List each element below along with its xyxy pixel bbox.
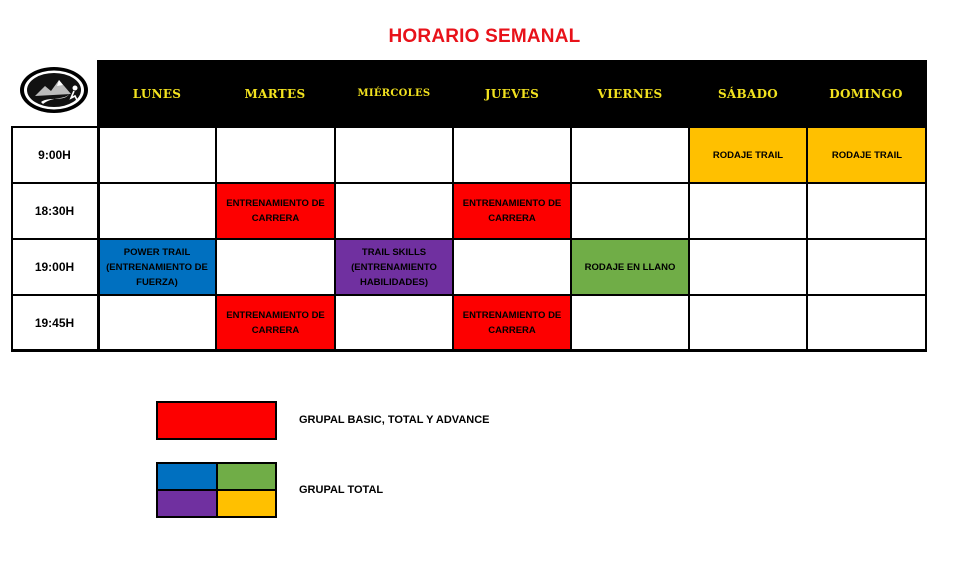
- legend-label-group1: GRUPAL BASIC, TOTAL Y ADVANCE: [299, 414, 490, 426]
- slot-viernes-1900: RODAJE EN LLANO: [571, 239, 689, 295]
- time-label-1830: 18:30H: [34, 204, 75, 218]
- slot-lunes-1900: POWER TRAIL (ENTRENAMIENTO DE FUERZA): [98, 239, 216, 295]
- time-label-0900: 9:00H: [38, 148, 71, 162]
- time-label-1900: 19:00H: [34, 260, 75, 274]
- grid-line: [11, 294, 927, 296]
- legend-label-group2: GRUPAL TOTAL: [299, 484, 384, 496]
- legend-swatch-purple: [158, 491, 216, 516]
- slot-miercoles-1900: TRAIL SKILLS (ENTRENAMIENTO HABILIDADES): [335, 239, 453, 295]
- slot-jueves-1945: ENTRENAMIENTO DE CARRERA: [453, 295, 571, 351]
- time-label-1945: 19:45H: [34, 316, 75, 330]
- grid-line: [688, 126, 690, 352]
- grid-line: [334, 126, 336, 352]
- page-title: HORARIO SEMANAL: [388, 26, 581, 47]
- legend-swatch-red: [156, 401, 277, 440]
- slot-domingo-0900: RODAJE TRAIL: [807, 127, 927, 183]
- grid-line: [97, 60, 100, 352]
- day-header-lunes: LUNES: [132, 86, 182, 101]
- slot-jueves-1830: ENTRENAMIENTO DE CARRERA: [453, 183, 571, 239]
- day-header-martes: MARTES: [244, 86, 306, 101]
- legend-swatch-multicolor: [156, 462, 277, 518]
- grid-line: [925, 60, 927, 352]
- day-header-miercoles: MIÉRCOLES: [357, 88, 431, 99]
- grid-line: [215, 126, 217, 352]
- day-header-sabado: SÁBADO: [717, 86, 779, 101]
- grid-line: [452, 126, 454, 352]
- day-header-jueves: JUEVES: [484, 86, 540, 101]
- slot-martes-1945: ENTRENAMIENTO DE CARRERA: [216, 295, 335, 351]
- legend-swatch-green: [218, 464, 275, 489]
- grid-line: [11, 126, 13, 352]
- trail-runner-logo-icon: [19, 66, 89, 114]
- grid-line: [11, 182, 927, 184]
- slot-martes-1830: ENTRENAMIENTO DE CARRERA: [216, 183, 335, 239]
- day-header-domingo: DOMINGO: [829, 86, 903, 101]
- day-header-viernes: VIERNES: [597, 86, 663, 101]
- grid-line: [806, 126, 808, 352]
- legend-swatch-blue: [158, 464, 216, 489]
- grid-line: [11, 238, 927, 240]
- grid-line: [570, 126, 572, 352]
- slot-sabado-0900: RODAJE TRAIL: [689, 127, 807, 183]
- legend-swatch-orange: [218, 491, 275, 516]
- grid-line: [11, 126, 927, 128]
- grid-line: [11, 349, 927, 352]
